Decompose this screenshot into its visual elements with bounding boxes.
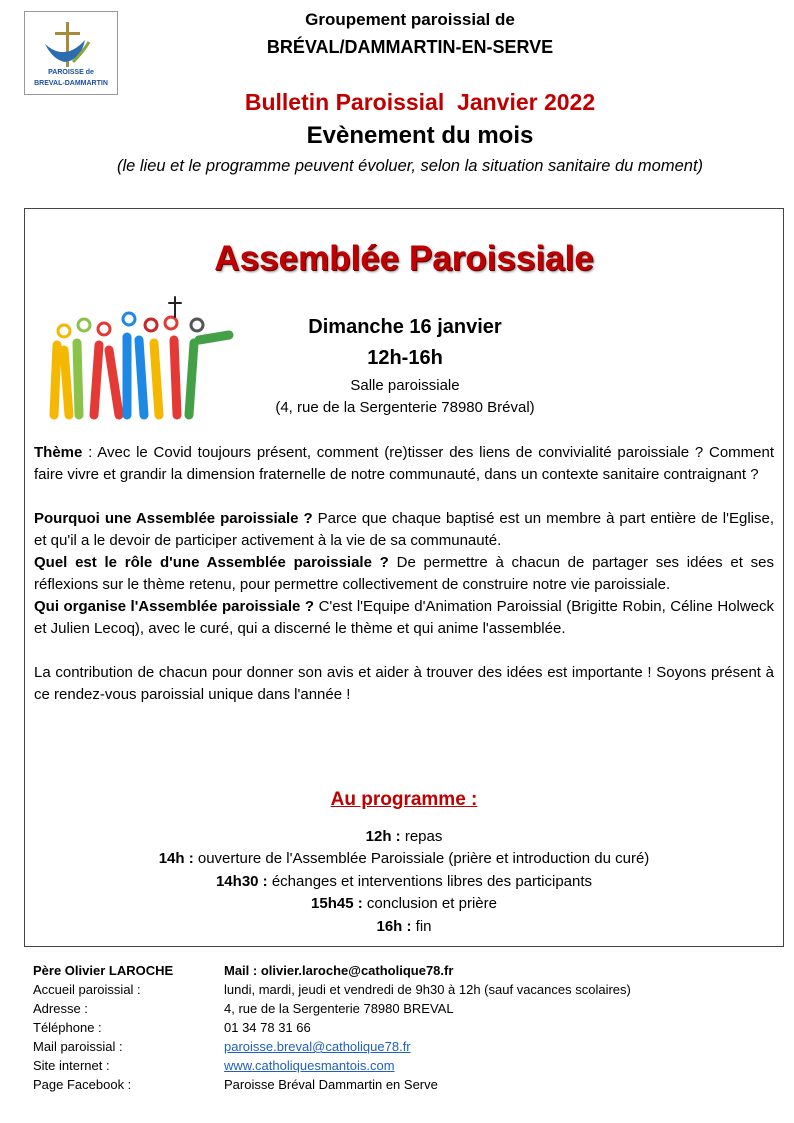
event-place: Salle paroissiale <box>350 377 460 394</box>
address: 4, rue de la Sergenterie 78980 BREVAL <box>224 1001 454 1016</box>
program <box>25 789 783 938</box>
people-illustration <box>49 295 239 425</box>
parish-mail-link[interactable]: paroisse.breval@catholique78.fr <box>224 1039 411 1054</box>
closing-text: La contribution de chacun pour donner son avis et aider à trouver des idées est importante ! Soyons présent à ce rendez-vous paroissial unique dans l'année ! <box>34 664 774 703</box>
facebook-page: Paroisse Bréval Dammartin en Serve <box>224 1077 438 1092</box>
question-role: Quel est le rôle d'une Assemblée paroissiale ? <box>34 554 389 571</box>
contact-label: Mail paroissial : <box>33 1039 123 1054</box>
theme-text: : Avec le Covid toujours présent, comment (re)tisser des liens de convivialité paroissiale ? Comment faire vivre et grandir la dimension fraternelle de notre communauté, dans un contexte sanitaire contraignant ? <box>34 444 774 483</box>
theme-label: Thème <box>34 444 83 461</box>
contact-label: Site internet : <box>33 1058 110 1073</box>
group-location: BRÉVAL/DAMMARTIN-EN-SERVE <box>266 37 554 57</box>
contact-info <box>33 961 631 1094</box>
question-why: Pourquoi une Assemblée paroissiale ? <box>34 510 313 527</box>
program-title: Au programme : <box>330 789 478 810</box>
bulletin-title: Bulletin Paroissial Janvier 2022 <box>244 89 596 115</box>
website-link[interactable]: www.catholiquesmantois.com <box>224 1058 395 1073</box>
logo-text-bottom: BREVAL-DAMMARTIN <box>34 80 108 87</box>
priest-mail: Mail : olivier.laroche@catholique78.fr <box>224 963 454 978</box>
answer-role: De permettre à chacun de partager ses idées et ses réflexions sur le thème retenu, pour permettre collectivement de construire notre vie paroissiale. <box>34 554 774 593</box>
program-item: 16h : fin <box>376 917 432 935</box>
event-time: 12h-16h <box>367 347 443 369</box>
contact-label: Adresse : <box>33 1001 88 1016</box>
priest-name: Père Olivier LAROCHE <box>33 963 174 978</box>
phone: 01 34 78 31 66 <box>224 1020 311 1035</box>
parish-logo <box>24 11 118 95</box>
event-description <box>34 442 774 706</box>
contact-label: Téléphone : <box>33 1020 102 1035</box>
program-item: 14h : ouverture de l'Assemblée Paroissiale (prière et introduction du curé) <box>158 850 650 867</box>
disclaimer: (le lieu et le programme peuvent évoluer, selon la situation sanitaire du moment) <box>116 157 704 175</box>
logo-text-top: PAROISSE de <box>48 69 94 76</box>
contact-label: Accueil paroissial : <box>33 982 141 997</box>
event-box <box>24 208 784 947</box>
event-date: Dimanche 16 janvier <box>308 316 502 338</box>
answer-who: C'est l'Equipe d'Animation Paroissial (Brigitte Robin, Céline Holweck et Julien Lecoq), avec le curé, qui a discerné le thème et qui anime l'assemblée. <box>34 598 774 637</box>
program-item: 14h30 : échanges et interventions libres des participants <box>215 872 593 890</box>
event-address: (4, rue de la Sergenterie 78980 Bréval) <box>275 399 535 416</box>
group-name: Groupement paroissial de <box>305 10 515 29</box>
event-title: Assemblée Paroissiale <box>214 239 594 278</box>
question-who: Qui organise l'Assemblée paroissiale ? <box>34 598 315 615</box>
program-item: 12h : repas <box>365 827 443 845</box>
office-hours: lundi, mardi, jeudi et vendredi de 9h30 à 12h (sauf vacances scolaires) <box>224 982 631 997</box>
program-item: 15h45 : conclusion et prière <box>311 895 497 912</box>
answer-why: Parce que chaque baptisé est un membre à part entière de l'Eglise, et qu'il a le devoir de participer activement à la vie de sa communauté. <box>34 510 774 549</box>
event-heading: Evènement du mois <box>306 122 534 149</box>
contact-label: Page Facebook : <box>33 1077 132 1092</box>
